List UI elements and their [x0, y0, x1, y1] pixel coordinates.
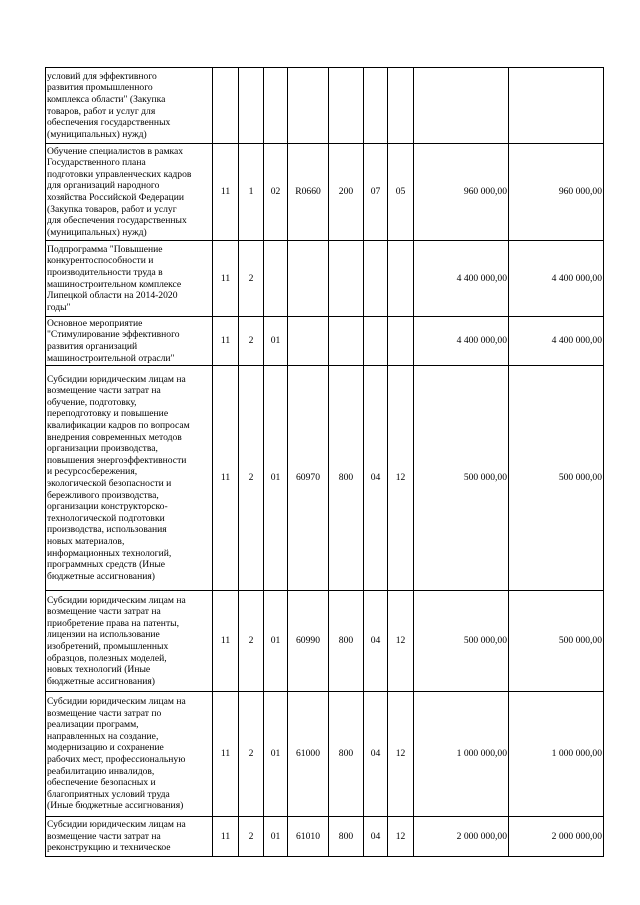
- row-name-line: лицензии на использование: [47, 629, 160, 641]
- amount-cell-sum2: 2 000 000,00: [509, 817, 604, 857]
- row-name-line: модернизацию и сохранение: [47, 742, 164, 754]
- row-name-line: Обучение специалистов в рамках: [47, 145, 184, 157]
- code-cell-c3: 01: [264, 591, 288, 692]
- amount-cell-sum1: 2 000 000,00: [414, 817, 509, 857]
- row-name-line: информационных технологий,: [47, 547, 172, 559]
- row-name-line: (муниципальных) нужд): [47, 128, 147, 140]
- code-cell-c1: 11: [213, 241, 239, 317]
- row-name-line: развития организаций: [47, 341, 138, 352]
- row-name-line: развития промышленного: [47, 82, 153, 94]
- amount-cell-sum2: 960 000,00: [509, 144, 604, 241]
- code-cell-c1: [213, 68, 239, 144]
- row-name-line: реконструкцию и техническое: [47, 842, 171, 854]
- code-cell-c4: 60990: [288, 591, 329, 692]
- code-cell-c1: 11: [213, 317, 239, 366]
- amount-cell-sum1: 960 000,00: [414, 144, 509, 241]
- code-cell-c5: 800: [329, 692, 364, 817]
- row-name-line: Субсидии юридическим лицам на: [47, 696, 186, 708]
- amount-cell-sum1: 1 000 000,00: [414, 692, 509, 817]
- code-cell-c4: 61010: [288, 817, 329, 857]
- code-cell-c6: 04: [364, 366, 388, 591]
- row-name-line: обеспечение безопасных и: [47, 777, 156, 789]
- code-cell-c7: 12: [388, 817, 414, 857]
- code-cell-c2: 1: [239, 144, 264, 241]
- code-cell-c7: 12: [388, 692, 414, 817]
- table-row: [46, 241, 604, 317]
- amount-cell-sum1: 500 000,00: [414, 591, 509, 692]
- code-cell-c3: 01: [264, 317, 288, 366]
- table-row: [46, 692, 604, 817]
- row-name-line: реабилитацию инвалидов,: [47, 765, 155, 777]
- row-name-line: программных средств (Иные: [47, 559, 166, 571]
- table-row: [46, 817, 604, 857]
- row-name-cell: [46, 692, 213, 817]
- code-cell-c2: 2: [239, 366, 264, 591]
- code-cell-c3: 02: [264, 144, 288, 241]
- row-name-line: возмещение части затрат на: [47, 385, 161, 397]
- code-cell-c1: 11: [213, 817, 239, 857]
- code-cell-c5: [329, 241, 364, 317]
- row-name-cell: [46, 241, 213, 317]
- code-cell-c7: [388, 241, 414, 317]
- code-cell-c5: 800: [329, 817, 364, 857]
- table-row: [46, 366, 604, 591]
- code-cell-c4: [288, 68, 329, 144]
- table-body: [46, 68, 604, 857]
- amount-cell-sum1: 4 400 000,00: [414, 317, 509, 366]
- row-name-line: бережливого производства,: [47, 489, 159, 501]
- row-name-line: образцов, полезных моделей,: [47, 652, 167, 664]
- code-cell-c7: [388, 68, 414, 144]
- code-cell-c6: 04: [364, 692, 388, 817]
- amount-cell-sum1: 500 000,00: [414, 366, 509, 591]
- code-cell-c3: 01: [264, 817, 288, 857]
- row-name-line: машиностроительном комплексе: [47, 278, 182, 290]
- row-name-line: изобретений, промышленных: [47, 641, 169, 652]
- row-name-line: Основное мероприятие: [47, 317, 143, 329]
- row-name-line: Субсидии юридическим лицам на: [47, 594, 186, 606]
- code-cell-c4: 60970: [288, 366, 329, 591]
- code-cell-c4: [288, 241, 329, 317]
- row-name-line: годы": [47, 301, 71, 313]
- code-cell-c6: [364, 317, 388, 366]
- row-name-line: внедрения современных методов: [47, 431, 182, 443]
- code-cell-c2: 2: [239, 817, 264, 857]
- row-name-line: переподготовку и повышение: [47, 408, 169, 420]
- row-name-line: экологической безопасности и: [47, 478, 172, 489]
- row-name-line: хозяйства Российской Федерации: [47, 192, 185, 203]
- row-name-line: (Закупка товаров, работ и услуг: [47, 203, 177, 215]
- row-name-line: обеспечения государственных: [47, 117, 171, 129]
- code-cell-c3: [264, 241, 288, 317]
- code-cell-c4: [288, 317, 329, 366]
- amount-cell-sum2: 500 000,00: [509, 366, 604, 591]
- code-cell-c7: [388, 317, 414, 366]
- code-cell-c4: R0660: [288, 144, 329, 241]
- row-name-line: Липецкой области на 2014-2020: [47, 290, 178, 302]
- row-name-line: организации конструкторско-: [47, 501, 168, 513]
- code-cell-c2: 2: [239, 241, 264, 317]
- amount-cell-sum2: 4 400 000,00: [509, 317, 604, 366]
- row-name-line: для обеспечения государственных: [47, 215, 187, 227]
- row-name-line: квалификации кадров по вопросам: [47, 420, 190, 432]
- row-name-line: возмещение части затрат по: [47, 707, 162, 719]
- code-cell-c2: 2: [239, 591, 264, 692]
- budget-table: [45, 67, 604, 857]
- row-name-line: "Стимулирование эффективного: [47, 329, 180, 341]
- row-name-line: и ресурсосбережения,: [47, 466, 138, 478]
- row-name-line: возмещение части затрат на: [47, 606, 161, 618]
- row-name-line: бюджетные ассигнования): [47, 675, 155, 687]
- code-cell-c7: 12: [388, 366, 414, 591]
- row-name-line: реализации программ,: [47, 719, 139, 731]
- code-cell-c6: 04: [364, 817, 388, 857]
- code-cell-c7: 12: [388, 591, 414, 692]
- code-cell-c1: 11: [213, 144, 239, 241]
- row-name-line: организации производства,: [47, 443, 158, 455]
- row-name-cell: [46, 366, 213, 591]
- row-name-line: конкурентоспособности и: [47, 255, 154, 267]
- amount-cell-sum1: [414, 68, 509, 144]
- code-cell-c2: [239, 68, 264, 144]
- row-name-line: машиностроительной отрасли": [47, 352, 175, 364]
- code-cell-c5: 200: [329, 144, 364, 241]
- code-cell-c3: 01: [264, 692, 288, 817]
- row-name-line: (муниципальных) нужд): [47, 226, 147, 238]
- row-name-line: (Иные бюджетные ассигнования): [47, 800, 184, 812]
- table-row: [46, 68, 604, 144]
- amount-cell-sum2: 4 400 000,00: [509, 241, 604, 317]
- code-cell-c1: 11: [213, 692, 239, 817]
- amount-cell-sum2: 1 000 000,00: [509, 692, 604, 817]
- row-name-line: Субсидии юридическим лицам на: [47, 819, 186, 831]
- code-cell-c7: 05: [388, 144, 414, 241]
- row-name-line: производства, использования: [47, 524, 167, 536]
- code-cell-c1: 11: [213, 366, 239, 591]
- row-name-line: Субсидии юридическим лицам на: [47, 373, 186, 385]
- row-name-cell: [46, 317, 213, 366]
- amount-cell-sum2: 500 000,00: [509, 591, 604, 692]
- row-name-cell: [46, 817, 213, 857]
- row-name-line: повышения энергоэффективности: [47, 454, 187, 466]
- code-cell-c2: 2: [239, 317, 264, 366]
- amount-cell-sum2: [509, 68, 604, 144]
- row-name-line: направленных на создание,: [47, 730, 159, 742]
- row-name-line: товаров, работ и услуг для: [47, 105, 156, 117]
- table-row: [46, 144, 604, 241]
- code-cell-c5: 800: [329, 366, 364, 591]
- code-cell-c6: [364, 68, 388, 144]
- code-cell-c5: [329, 68, 364, 144]
- row-name-line: комплекса области" (Закупка: [47, 93, 166, 105]
- row-name-line: рабочих мест, профессиональную: [47, 754, 186, 765]
- row-name-cell: [46, 68, 213, 144]
- table-row: [46, 591, 604, 692]
- row-name-line: благоприятных условий труда: [47, 788, 170, 800]
- row-name-cell: [46, 591, 213, 692]
- amount-cell-sum1: 4 400 000,00: [414, 241, 509, 317]
- code-cell-c2: 2: [239, 692, 264, 817]
- row-name-line: Подпрограмма "Повышение: [47, 243, 163, 255]
- code-cell-c6: 04: [364, 591, 388, 692]
- row-name-line: возмещение части затрат на: [47, 830, 161, 842]
- code-cell-c4: 61000: [288, 692, 329, 817]
- row-name-line: для организаций народного: [47, 180, 160, 192]
- row-name-line: обучение, подготовку,: [47, 396, 137, 408]
- row-name-line: приобретение права на патенты,: [47, 617, 179, 629]
- code-cell-c1: 11: [213, 591, 239, 692]
- row-name-cell: [46, 144, 213, 241]
- code-cell-c5: [329, 317, 364, 366]
- row-name-line: производительности труда в: [47, 266, 163, 278]
- row-name-line: бюджетные ассигнования): [47, 570, 155, 582]
- code-cell-c5: 800: [329, 591, 364, 692]
- code-cell-c6: 07: [364, 144, 388, 241]
- row-name-line: условий для эффективного: [47, 70, 157, 82]
- row-name-line: Государственного плана: [47, 157, 146, 169]
- code-cell-c6: [364, 241, 388, 317]
- table-row: [46, 317, 604, 366]
- row-name-line: подготовки управленческих кадров: [47, 168, 192, 180]
- code-cell-c3: 01: [264, 366, 288, 591]
- code-cell-c3: [264, 68, 288, 144]
- row-name-line: новых технологий (Иные: [47, 664, 151, 676]
- row-name-line: технологической подготовки: [47, 512, 165, 524]
- row-name-line: новых материалов,: [47, 535, 125, 547]
